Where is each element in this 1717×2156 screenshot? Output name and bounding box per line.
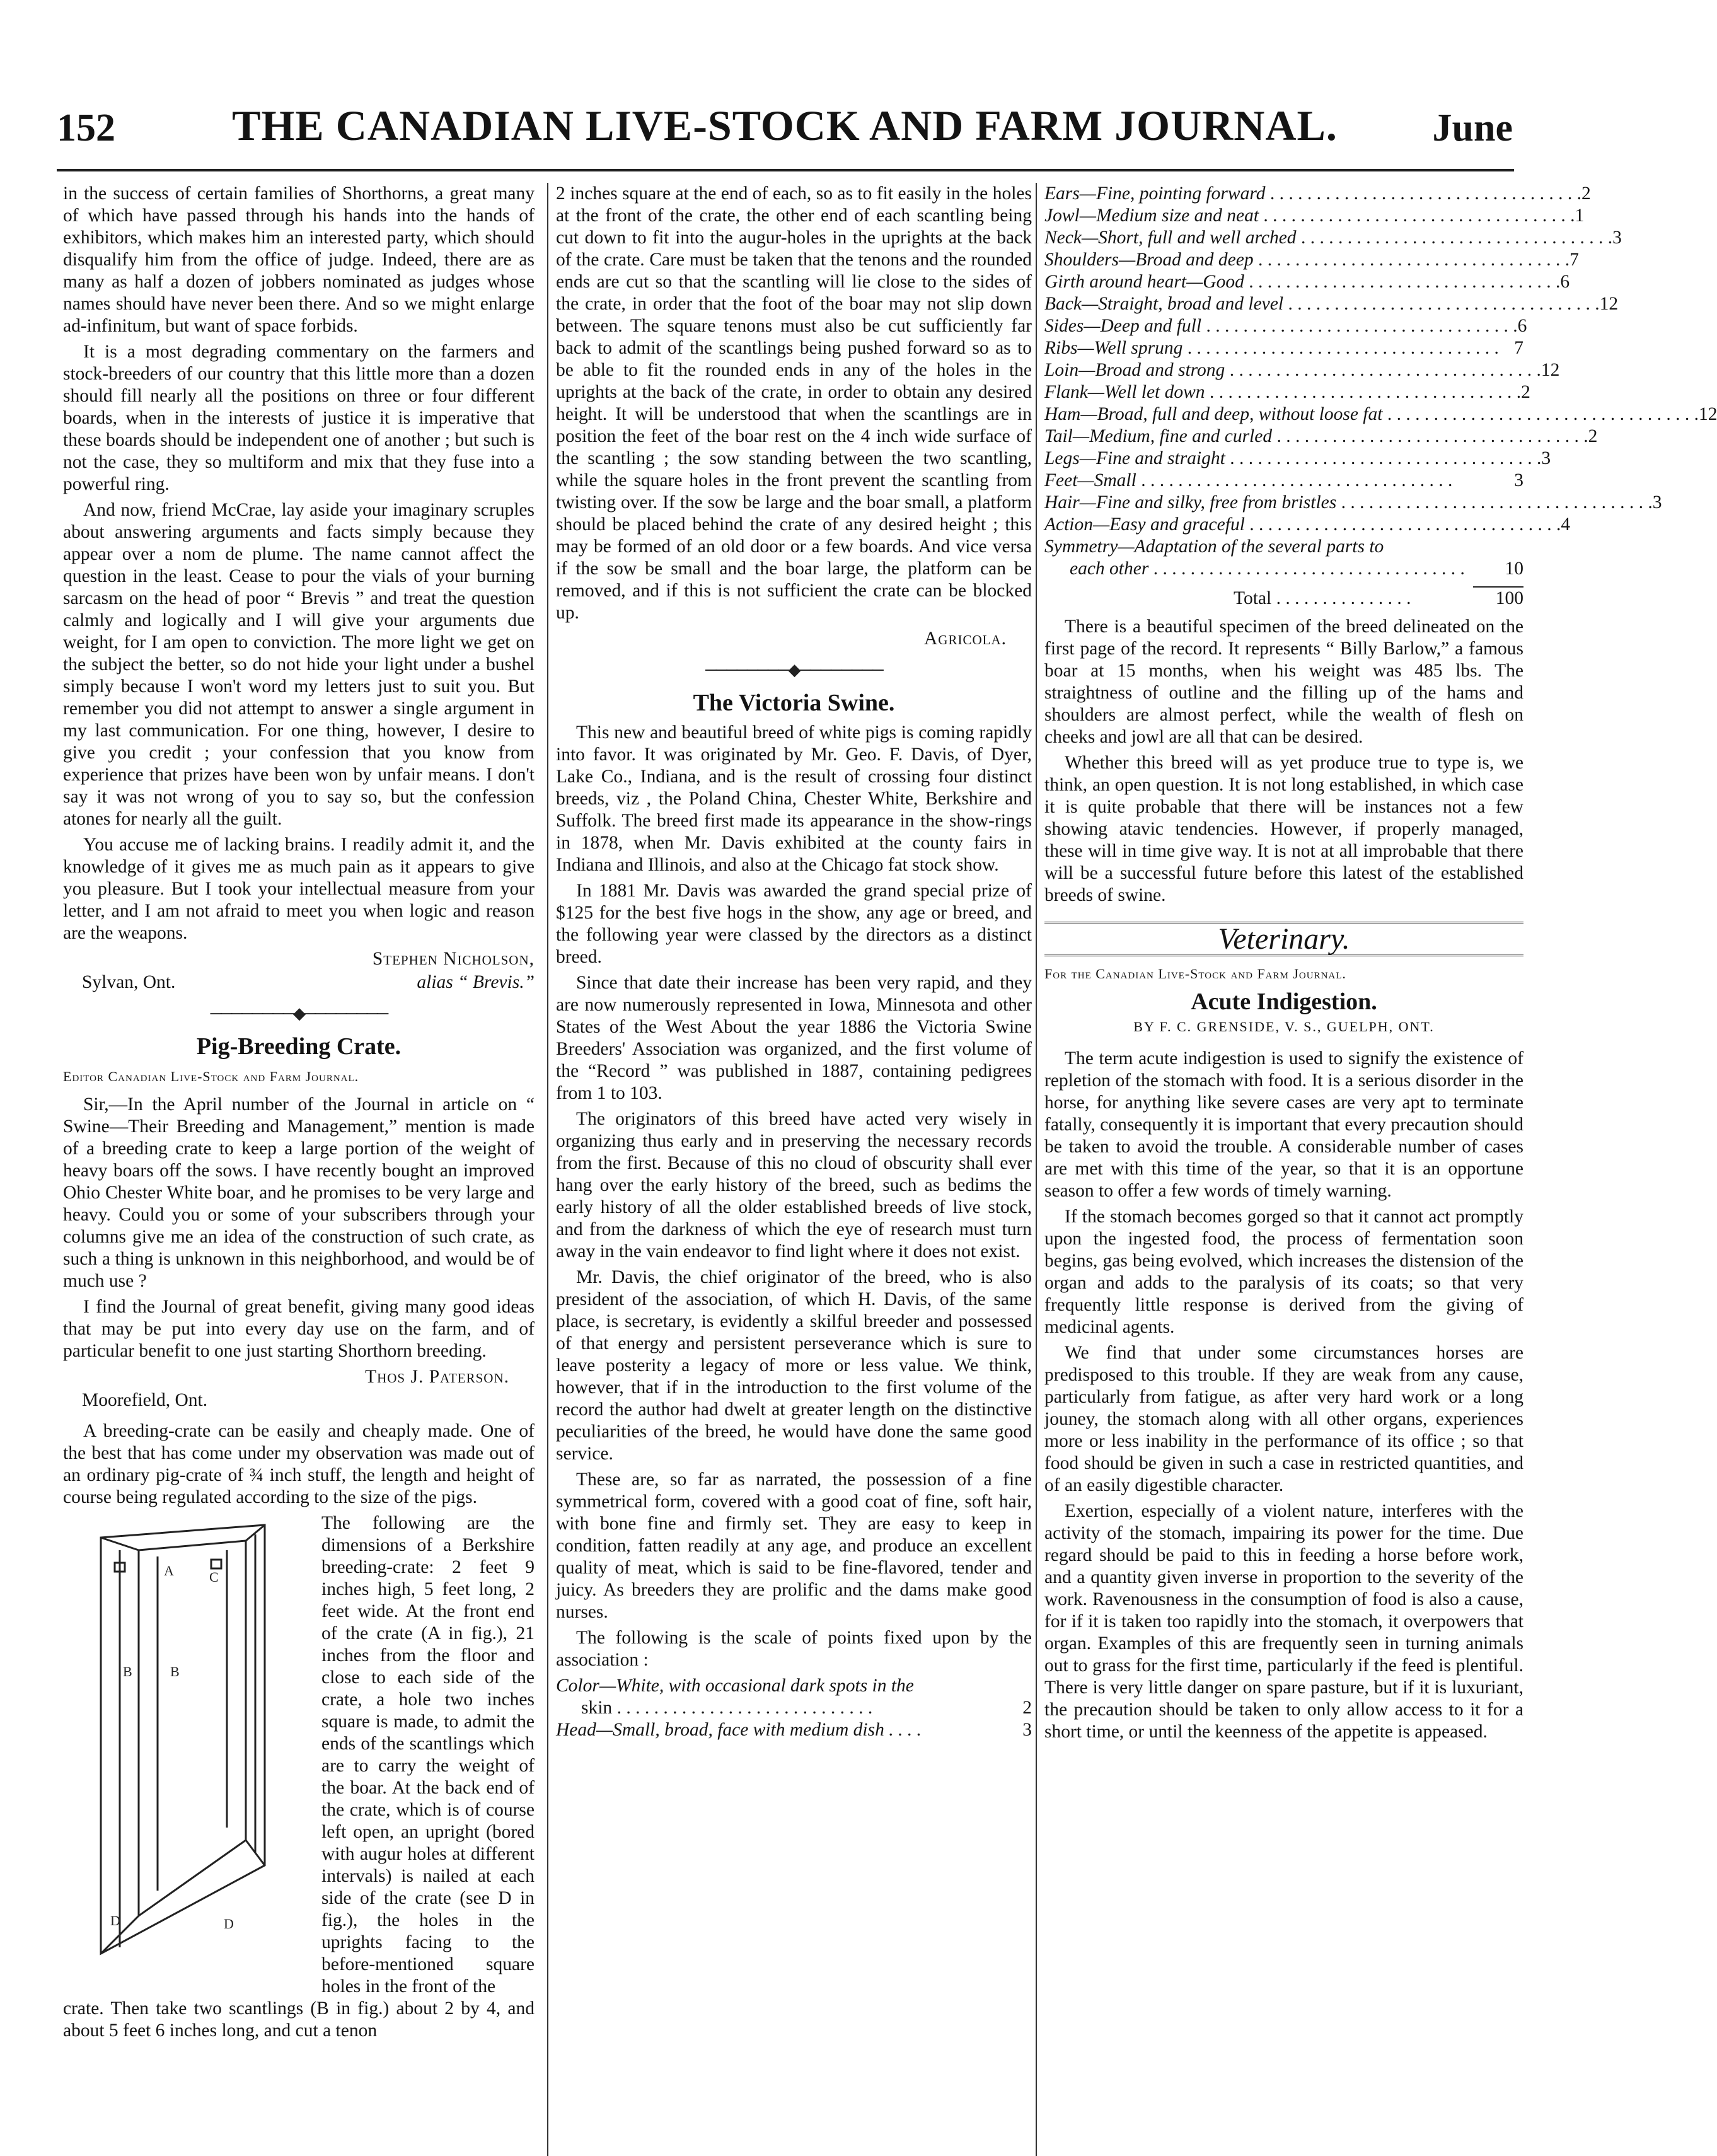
score-points: 12: [1698, 404, 1717, 424]
paragraph: A breeding-crate can be easily and cheaply made. One of the best that has come under my observation was made out of an ordinary pig-crate of ¾ inch stuff, the length and height of course being regulated according to the size of the pigs.: [63, 1421, 535, 1507]
score-name: Color—White, with occasional dark spots in the: [556, 1676, 914, 1696]
section-title-veterinary: Veterinary.: [1044, 922, 1523, 956]
column-3: [1036, 183, 1717, 2156]
score-name: Feet—Small . . . . . . . . . . . . . . . . . . . . . . . . . . . . . . . . . .: [1044, 470, 1453, 490]
paragraph: And now, friend McCrae, lay aside your imaginary scruples about answering arguments and facts simply because they appear over a nom de plume. The name cannot affect the question in the least. Cease to pour the vials of your burning sarcasm on the head of poor “ Brevis ” and treat the question calmly and logically and I will give your arguments due weight, for I am open to conviction. The more light we get on the subject the better, so do not hide your light under a bushel simply because I won't word my letters just to suit you. But remember you did not attempt to answer a single argument in my last communication. For one thing, however, I desire to give you credit ; your confession that you know from experience that prizes have been won by unfair means. I don't say it was not wrong of you to say so, but the confession atones for nearly all the guilt.: [63, 500, 535, 829]
score-points: 7: [1514, 338, 1523, 358]
article-byline: BY F. C. GRENSIDE, V. S., GUELPH, ONT.: [1133, 1019, 1435, 1035]
section-ornament: ────────◆────────: [210, 1004, 388, 1023]
score-name: Action—Easy and graceful . . . . . . . . . . . . . . . . . . . . . . . . . . . . . . . . . .: [1044, 514, 1561, 535]
paragraph: These are, so far as narrated, the possession of a fine symmetrical form, covered with a good coat of fine, soft hair, with bone fine and firmly set. They are easy to keep in condition, fatten readily at any age, and produce an excellent quality of meat, which is said to be fine-flavored, tender and juicy. As breeders they are prolific and the dams make good nurses.: [556, 1469, 1032, 1622]
score-points: 2: [1022, 1698, 1032, 1718]
score-row: [1044, 426, 1598, 448]
score-points: 12: [1599, 294, 1619, 314]
score-row: [1044, 205, 1585, 227]
score-row: [1044, 514, 1571, 536]
score-points: 2: [1588, 426, 1598, 446]
score-points: 3: [1652, 492, 1662, 513]
paragraph: We find that under some circumstances horses are predisposed to this trouble. If they are weak from any cause, particularly from fatigue, as after very hard work or a long jouney, the stomach along with all other organs, experiences more or less inability in the performance of its office ; so that food should be given in such a case in restricted quantities, and of an easily digestible character.: [1044, 1343, 1523, 1495]
figure-side-text: The following are the dimensions of a Berkshire breeding-crate: 2 feet 9 inches high, 5 feet long, 2 feet wide. At the front end of the crate (A in fig.), 21 inches from the floor and close to each side of the crate, a hole two inches square is made, to admit the ends of the scantlings which are to carry the weight of the boar. At the back end of the crate, which is of course left open, an upright (bored with augur holes at different intervals) is nailed at each side of the crate (see D in fig.), the holes in the uprights facing to the before-mentioned square holes in the front of the: [321, 1513, 535, 1997]
paragraph: Mr. Davis, the chief originator of the breed, who is also president of the association, of which H. Davis, of the same place, is secretary, is evidently a skilful breeder and possessed of that energy and persistent perseverance which is sure to leave posterity a legacy of more or less value. We think, however, that if in the introduction to the first volume of the record the author had dwelt at greater length on the distinctive peculiarities of the breed, he would have done the same good service.: [556, 1267, 1032, 1464]
score-name: Ribs—Well sprung . . . . . . . . . . . . . . . . . . . . . . . . . . . . . . . . . .: [1044, 338, 1499, 358]
score-row: [1044, 448, 1551, 470]
score-row: [1044, 536, 1523, 558]
score-name: Neck—Short, full and well arched . . . . . . . . . . . . . . . . . . . . . . . . . . . . . . . . . .: [1044, 228, 1613, 248]
score-name: Flank—Well let down . . . . . . . . . . . . . . . . . . . . . . . . . . . . . . . . . .: [1044, 382, 1522, 402]
score-name: Shoulders—Broad and deep . . . . . . . . . . . . . . . . . . . . . . . . . . . . . . . . . .: [1044, 250, 1570, 270]
article-heading: The Victoria Swine.: [693, 690, 895, 716]
score-total: Total . . . . . . . . . . . . . . . 100: [1234, 588, 1523, 608]
article-heading: Pig-Breeding Crate.: [196, 1033, 402, 1060]
figure-label-d: D: [110, 1913, 120, 1928]
score-table: [1044, 183, 1717, 580]
figure-label-c: C: [209, 1569, 219, 1585]
figure-label-a: A: [164, 1563, 174, 1579]
page-header: [57, 95, 1513, 161]
score-points: 7: [1570, 250, 1579, 270]
score-name: Symmetry—Adaptation of the several parts to: [1044, 536, 1384, 557]
article-kicker: For the Canadian Live-Stock and Farm Journal.: [1044, 966, 1346, 982]
score-row: [1044, 492, 1662, 514]
signature-name: Agricola.: [923, 629, 1007, 649]
score-points: 1: [1575, 206, 1585, 226]
score-points: [1498, 536, 1523, 558]
paragraph: in the success of certain families of Shorthorns, a great many of which have passed through his hands into the hands of exhibitors, which makes him an interested party, which should disqualify him from the office of judge. Indeed, there are as many as half a dozen of jobbers nominated as judges whose names should have never been there. And so we might enlarge ad-infinitum, but want of space forbids.: [63, 183, 535, 336]
score-points: 3: [1022, 1720, 1032, 1740]
journal-title: THE CANADIAN LIVE-STOCK AND FARM JOURNAL.: [232, 101, 1338, 149]
signature-place: Moorefield, Ont.: [82, 1390, 208, 1410]
paragraph: Since that date their increase has been very rapid, and they are now numerously represented in Iowa, Minnesota and other States of the West About the year 1886 the Victoria Swine Breeders' Association was organized, and the first volume of the “Record ” was published in 1887, containing pedigrees from 1 to 103.: [556, 973, 1032, 1103]
score-points: 2: [1521, 382, 1530, 402]
paragraph: crate. Then take two scantlings (B in fig.) about 2 by 4, and about 5 feet 6 inches long, and cut a tenon: [63, 1998, 535, 2041]
score-name: Loin—Broad and strong . . . . . . . . . . . . . . . . . . . . . . . . . . . . . . . . . .: [1044, 360, 1541, 380]
score-name: Ham—Broad, full and deep, without loose fat . . . . . . . . . . . . . . . . . . . . . . . . . . . . . . . . . .: [1044, 404, 1699, 424]
signature-line: [63, 971, 535, 994]
score-row: [1044, 293, 1619, 315]
score-name: Ears—Fine, pointing forward . . . . . . . . . . . . . . . . . . . . . . . . . . . . . . . . . .: [1044, 183, 1581, 204]
figure-label-d: D: [224, 1916, 234, 1932]
score-row: [1044, 403, 1717, 426]
score-row: [1044, 315, 1527, 337]
paragraph: Exertion, especially of a violent nature, interferes with the activity of the stomach, impairing its power for the time. Due regard should be paid to this in feeding a horse before work, and a quantity given inverse in proportion to the severity of the work. Ravenousness in the consumption of food is also a cause, for if it is taken too rapidly into the stomach, it overpowers that organ. Examples of this are frequently seen in turning animals out to grass for the first time, particularly if the feed is plentiful. There is very little danger on spare pasture, but if it is luxuriant, the precaution should be taken to only allow access to it for a short time, or until the keenness of the appetite is appeased.: [1044, 1501, 1523, 1742]
paragraph: The term acute indigestion is used to signify the existence of repletion of the stomach with food. It is a serious disorder in the horse, for anything like severe cases are very apt to terminate fatally, consequently it is important that every precaution should be taken to avoid the trouble. A considerable number of cases are met with this time of the year, so that it is an opportune season to offer a few words of timely warning.: [1044, 1048, 1523, 1201]
total-label: Total: [1234, 588, 1272, 608]
paragraph: I find the Journal of great benefit, giving many good ideas that may be put into every day use on the farm, and of particular benefit to one just starting Shorthorn breeding.: [63, 1297, 535, 1361]
score-points: 6: [1517, 316, 1527, 336]
figure-label-b: B: [170, 1664, 180, 1679]
score-name: Girth around heart—Good . . . . . . . . . . . . . . . . . . . . . . . . . . . . . . . . . .: [1044, 272, 1561, 292]
score-points: 4: [1561, 514, 1571, 535]
column-1: [63, 183, 535, 2046]
score-row: [1044, 337, 1523, 359]
page-number: 152: [57, 107, 115, 149]
crate-figure-block: [63, 1512, 535, 1998]
score-points: 2: [1581, 183, 1591, 204]
score-row: [1044, 227, 1622, 249]
score-points: 3: [1612, 228, 1622, 248]
score-row: [1044, 271, 1570, 293]
signature-name: Stephen Nicholson,: [372, 949, 535, 969]
column-2: [547, 183, 1032, 2156]
paragraph: 2 inches square at the end of each, so as to fit easily in the holes at the front of the crate, the other end of each scantling being cut down to fit into the augur-holes in the uprights at the back of the crate. Care must be taken that the tenons and the rounded ends are cut so that the scantling will lie close to the sides of the crate, in order that the foot of the boar may not slip down between. The square tenons must also be cut sufficiently far back to admit of the scantlings being pushed forward so as to be able to fit the rounded ends in any of the holes in the uprights at the back of the crate, in order to obtain any desired height. It will be understood that when the scantlings are in position the feet of the boar rest on the 4 inch wide surface of the scantling ; the sow standing between the two scantling, while the square holes in the front prevent the scantling from twisting over. If the sow be large and the boar small, a platform should be placed behind the crate of any desired height ; this may be formed of an old door or a few boards. And vice versa if the sow be small and the boar large, the platform can be removed, and if this is not sufficient the crate can be blocked up.: [556, 183, 1032, 623]
paragraph: The originators of this breed have acted very wisely in organizing thus early and in preserving the necessary records from the first. Because of this no cloud of obscurity shall ever hang over the early history of the breed, such as bedims the early history of all the older established breeds of live stock, and from the darkness of which the eye of research must turn away in the vain endeavor to find light where it does not exist.: [556, 1109, 1032, 1261]
signature-place: Sylvan, Ont.: [82, 972, 176, 992]
score-points: 6: [1560, 272, 1570, 292]
score-name: Jowl—Medium size and neat . . . . . . . . . . . . . . . . . . . . . . . . . . . . . . . . . .: [1044, 206, 1575, 226]
score-line: [556, 1675, 1032, 1741]
score-row: [1044, 470, 1523, 492]
paragraph: The following is the scale of points fixed upon by the association :: [556, 1628, 1032, 1670]
paragraph: If the stomach becomes gorged so that it cannot act promptly upon the ingested food, the process of fermentation soon begins, gas being evolved, which increases the distension of the organ and adds to the paralysis of its coats; so that very frequently little response is derived from the giving of medicinal agents.: [1044, 1207, 1523, 1337]
score-name: Head—Small, broad, face with medium dish . . . .: [556, 1720, 922, 1740]
score-name: each other . . . . . . . . . . . . . . . . . . . . . . . . . . . . . . . . . .: [1070, 559, 1465, 579]
total-points: 100: [1495, 588, 1523, 608]
score-row: [1044, 381, 1530, 403]
header-rule: [57, 169, 1514, 171]
score-points: 10: [1505, 559, 1523, 579]
article-heading: Acute Indigestion.: [1191, 988, 1377, 1015]
issue-month: June: [1432, 107, 1513, 149]
paragraph: Sir,—In the April number of the Journal in article on “ Swine—Their Breeding and Management,” mention is made of a breeding crate to keep a large portion of the weight of heavy boars off the sows. I have recently bought an improved Ohio Chester White boar, and he promises to be very large and heavy. Could you or some of your subscribers through your columns give me an idea of the construction of such crate, as such a thing is unknown in this neighborhood, and would be of much use ?: [63, 1094, 535, 1291]
score-name: Hair—Fine and silky, free from bristles . . . . . . . . . . . . . . . . . . . . . . . . . . . . . . . . . .: [1044, 492, 1653, 513]
score-points: 12: [1541, 360, 1560, 380]
section-ornament: ────────◆────────: [705, 661, 882, 679]
score-points: 3: [1514, 470, 1523, 490]
score-row: [1044, 558, 1523, 580]
score-row: [1044, 183, 1591, 205]
score-row: [1044, 359, 1560, 381]
paragraph: It is a most degrading commentary on the farmers and stock-breeders of our country that this little more than a dozen should fill nearly all the positions on three or four different boards, when in the interests of justice it is imperative that these boards should be independent one of another ; but such is not the case, they so multiform and mix that they fuse into a powerful ring.: [63, 342, 535, 494]
score-points: 3: [1541, 448, 1551, 468]
score-name: Legs—Fine and straight . . . . . . . . . . . . . . . . . . . . . . . . . . . . . . . . . .: [1044, 448, 1542, 468]
score-name-cont: skin . . . . . . . . . . . . . . . . . . . . . . . . . . . .: [581, 1698, 873, 1718]
paragraph: Whether this breed will as yet produce true to type is, we think, an open question. It is not long established, in which case it is quite probable that there will be instances not a few showing atavic tendencies. However, if properly managed, these will in time give way. It is not at all improbable that there will be a successful future before this latest of the established breeds of swine.: [1044, 753, 1523, 905]
breeding-crate-illustration: [63, 1512, 315, 1973]
figure-label-b: B: [123, 1664, 132, 1679]
signature-alias: alias “ Brevis.”: [417, 972, 535, 992]
score-name: Back—Straight, broad and level . . . . . . . . . . . . . . . . . . . . . . . . . . . . . . . . . .: [1044, 294, 1600, 314]
paragraph: There is a beautiful specimen of the breed delineated on the first page of the record. It represents “ Billy Barlow,” a famous boar at 15 months, when his weight was 485 lbs. The straightness of outline and the filling up of the hams and shoulders are almost perfect, while the wealth of flesh on cheeks and jowl are all that can be desired.: [1044, 617, 1523, 747]
paragraph: You accuse me of lacking brains. I readily admit it, and the knowledge of it gives me as much pain as it appears to give you pleasure. But I took your intellectual measure from your letter, and I am not afraid to meet you when logic and reason are the weapons.: [63, 835, 535, 943]
score-name: Tail—Medium, fine and curled . . . . . . . . . . . . . . . . . . . . . . . . . . . . . . . . . .: [1044, 426, 1588, 446]
article-kicker: Editor Canadian Live-Stock and Farm Journal.: [63, 1069, 359, 1084]
paragraph: This new and beautiful breed of white pigs is coming rapidly into favor. It was originated by Mr. Geo. F. Davis, of Dyer, Lake Co., Indiana, and is the result of crossing four distinct breeds, viz , the Poland China, Chester White, Berkshire and Suffolk. The breed first made its appearance in the show-rings in 1878, when Mr. Davis exhibited at the county fairs in Indiana and Illinois, and also at the Chicago fat stock show.: [556, 722, 1032, 875]
paragraph: In 1881 Mr. Davis was awarded the grand special prize of $125 for the best five hogs in the show, any age or breed, and the following year were classed by the directors as a distinct breed.: [556, 881, 1032, 967]
score-row: [1044, 249, 1579, 271]
score-name: Sides—Deep and full . . . . . . . . . . . . . . . . . . . . . . . . . . . . . . . . . .: [1044, 316, 1518, 336]
signature-name: Thos J. Paterson.: [365, 1367, 509, 1387]
